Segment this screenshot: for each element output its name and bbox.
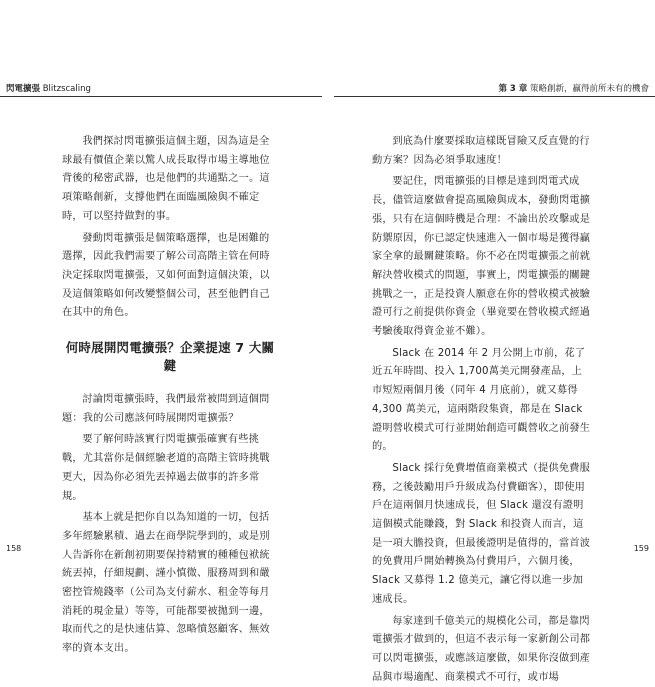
- page-number-left: 158: [6, 544, 22, 553]
- running-header-left: [6, 82, 91, 96]
- paragraph: 討論閃電擴張時，我們最常被問到這個問題：我的公司應該何時展開閃電擴張？: [62, 394, 270, 424]
- chapter-label: 第 3 章: [498, 84, 528, 94]
- paragraph: Slack 採行免費增值商業模式（提供免費服務，之後鼓勵用戶升級成為付費顧客），即使用戶在這兩個月快速成長，但 Slack 還沒有證明這個模式能賺錢，對 Slack 和投資人而言，這是一項大膽投資，但最後證明是值得的，當首波的免費用戶開始轉換為付費用戶，六個月後，Slack 又募得 1.2 億美元，讓它得以進一步加速成長。: [372, 462, 591, 605]
- section-heading: 何時展開閃電擴張？企業提速 7 大關鍵: [65, 340, 275, 374]
- paragraph: 我們探討閃電擴張這個主題，因為這是全球最有價值企業以驚人成長取得市場主導地位背後的秘密武器，也是他們的共通點之一。這項策略創新，支撐他們在面臨風險與不確定時，可以堅持做對的事。: [62, 136, 270, 222]
- paragraph: Slack 在 2014 年 2 月公開上市前，花了近五年時間、投入 1,700萬美元開發產品，上市短短兩個月後（同年 4 月底前），就又募得 4,300 萬美元，這兩階段集資，都是在 Slack 證明營收模式可行並開始創造可觀營收之前發生的。: [372, 347, 591, 453]
- book-subtitle: Blitzscaling: [42, 84, 91, 94]
- right-page-body: [372, 133, 592, 687]
- header-rule-left: [0, 96, 322, 97]
- paragraph: 到底為什麼要採取這樣既冒險又反直覺的行動方案？因為必須爭取速度！: [372, 136, 590, 166]
- paragraph: 每家達到千億美元的規模化公司，都是靠閃電擴張才做到的，但這不表示每一家新創公司都可以閃電擴張，或應該這麼做，如果你沒做到產品與市場適配、商業模式不可行，或市場: [372, 615, 591, 683]
- book-title: 閃電擴張: [6, 84, 41, 94]
- paragraph: 基本上就是把你自以為知道的一切，包括多年經驗累積、過去在商學院學到的，或是別人告訴你在新創初期要保持精實的種種包袱統統丟掉，仔細規劃、謹小慎微、服務周到和嚴密控管燒錢率（公司為支付薪水、租金等每月消耗的現金量）等等，可能都要被拋到一邊，取而代之的是快速估算、忽略憤怒顧客、無效率的資本支出。: [62, 512, 270, 655]
- header-rule-right: [334, 96, 655, 97]
- paragraph: 要了解何時該實行閃電擴張確實有些挑戰，尤其當你是個經驗老道的高階主管時挑戰更大，因為你必須先丟掉過去做事的許多常規。: [62, 434, 270, 502]
- paragraph: 發動閃電擴張是個策略選擇，也是困難的選擇，因此我們需要了解公司高階主管在何時決定採取閃電擴張，又如何面對這個決策，以及這個策略如何改變整個公司，甚至他們自己在其中的角色。: [62, 232, 270, 319]
- running-header-right: [498, 82, 649, 96]
- left-page-body: [62, 133, 278, 659]
- page-number-right: 159: [633, 544, 649, 553]
- chapter-title: 策略創新，贏得前所未有的機會: [529, 84, 649, 94]
- paragraph: 要記住，閃電擴張的目標是達到閃電式成長，儘管這麼做會提高風險與成本，發動閃電擴張，只有在這個時機是合理：不論出於攻擊或是防禦原因，你已認定快速進入一個市場是獲得贏家全拿的最關鍵策略。你不必在閃電擴張之前就解決營收模式的問題，事實上，閃電擴張的關鍵挑戰之一，正是投資人願意在你的營收模式被驗證可行之前提供你資金（畢竟要在營收模式經過考驗後取得資金並不難）。: [372, 176, 591, 338]
